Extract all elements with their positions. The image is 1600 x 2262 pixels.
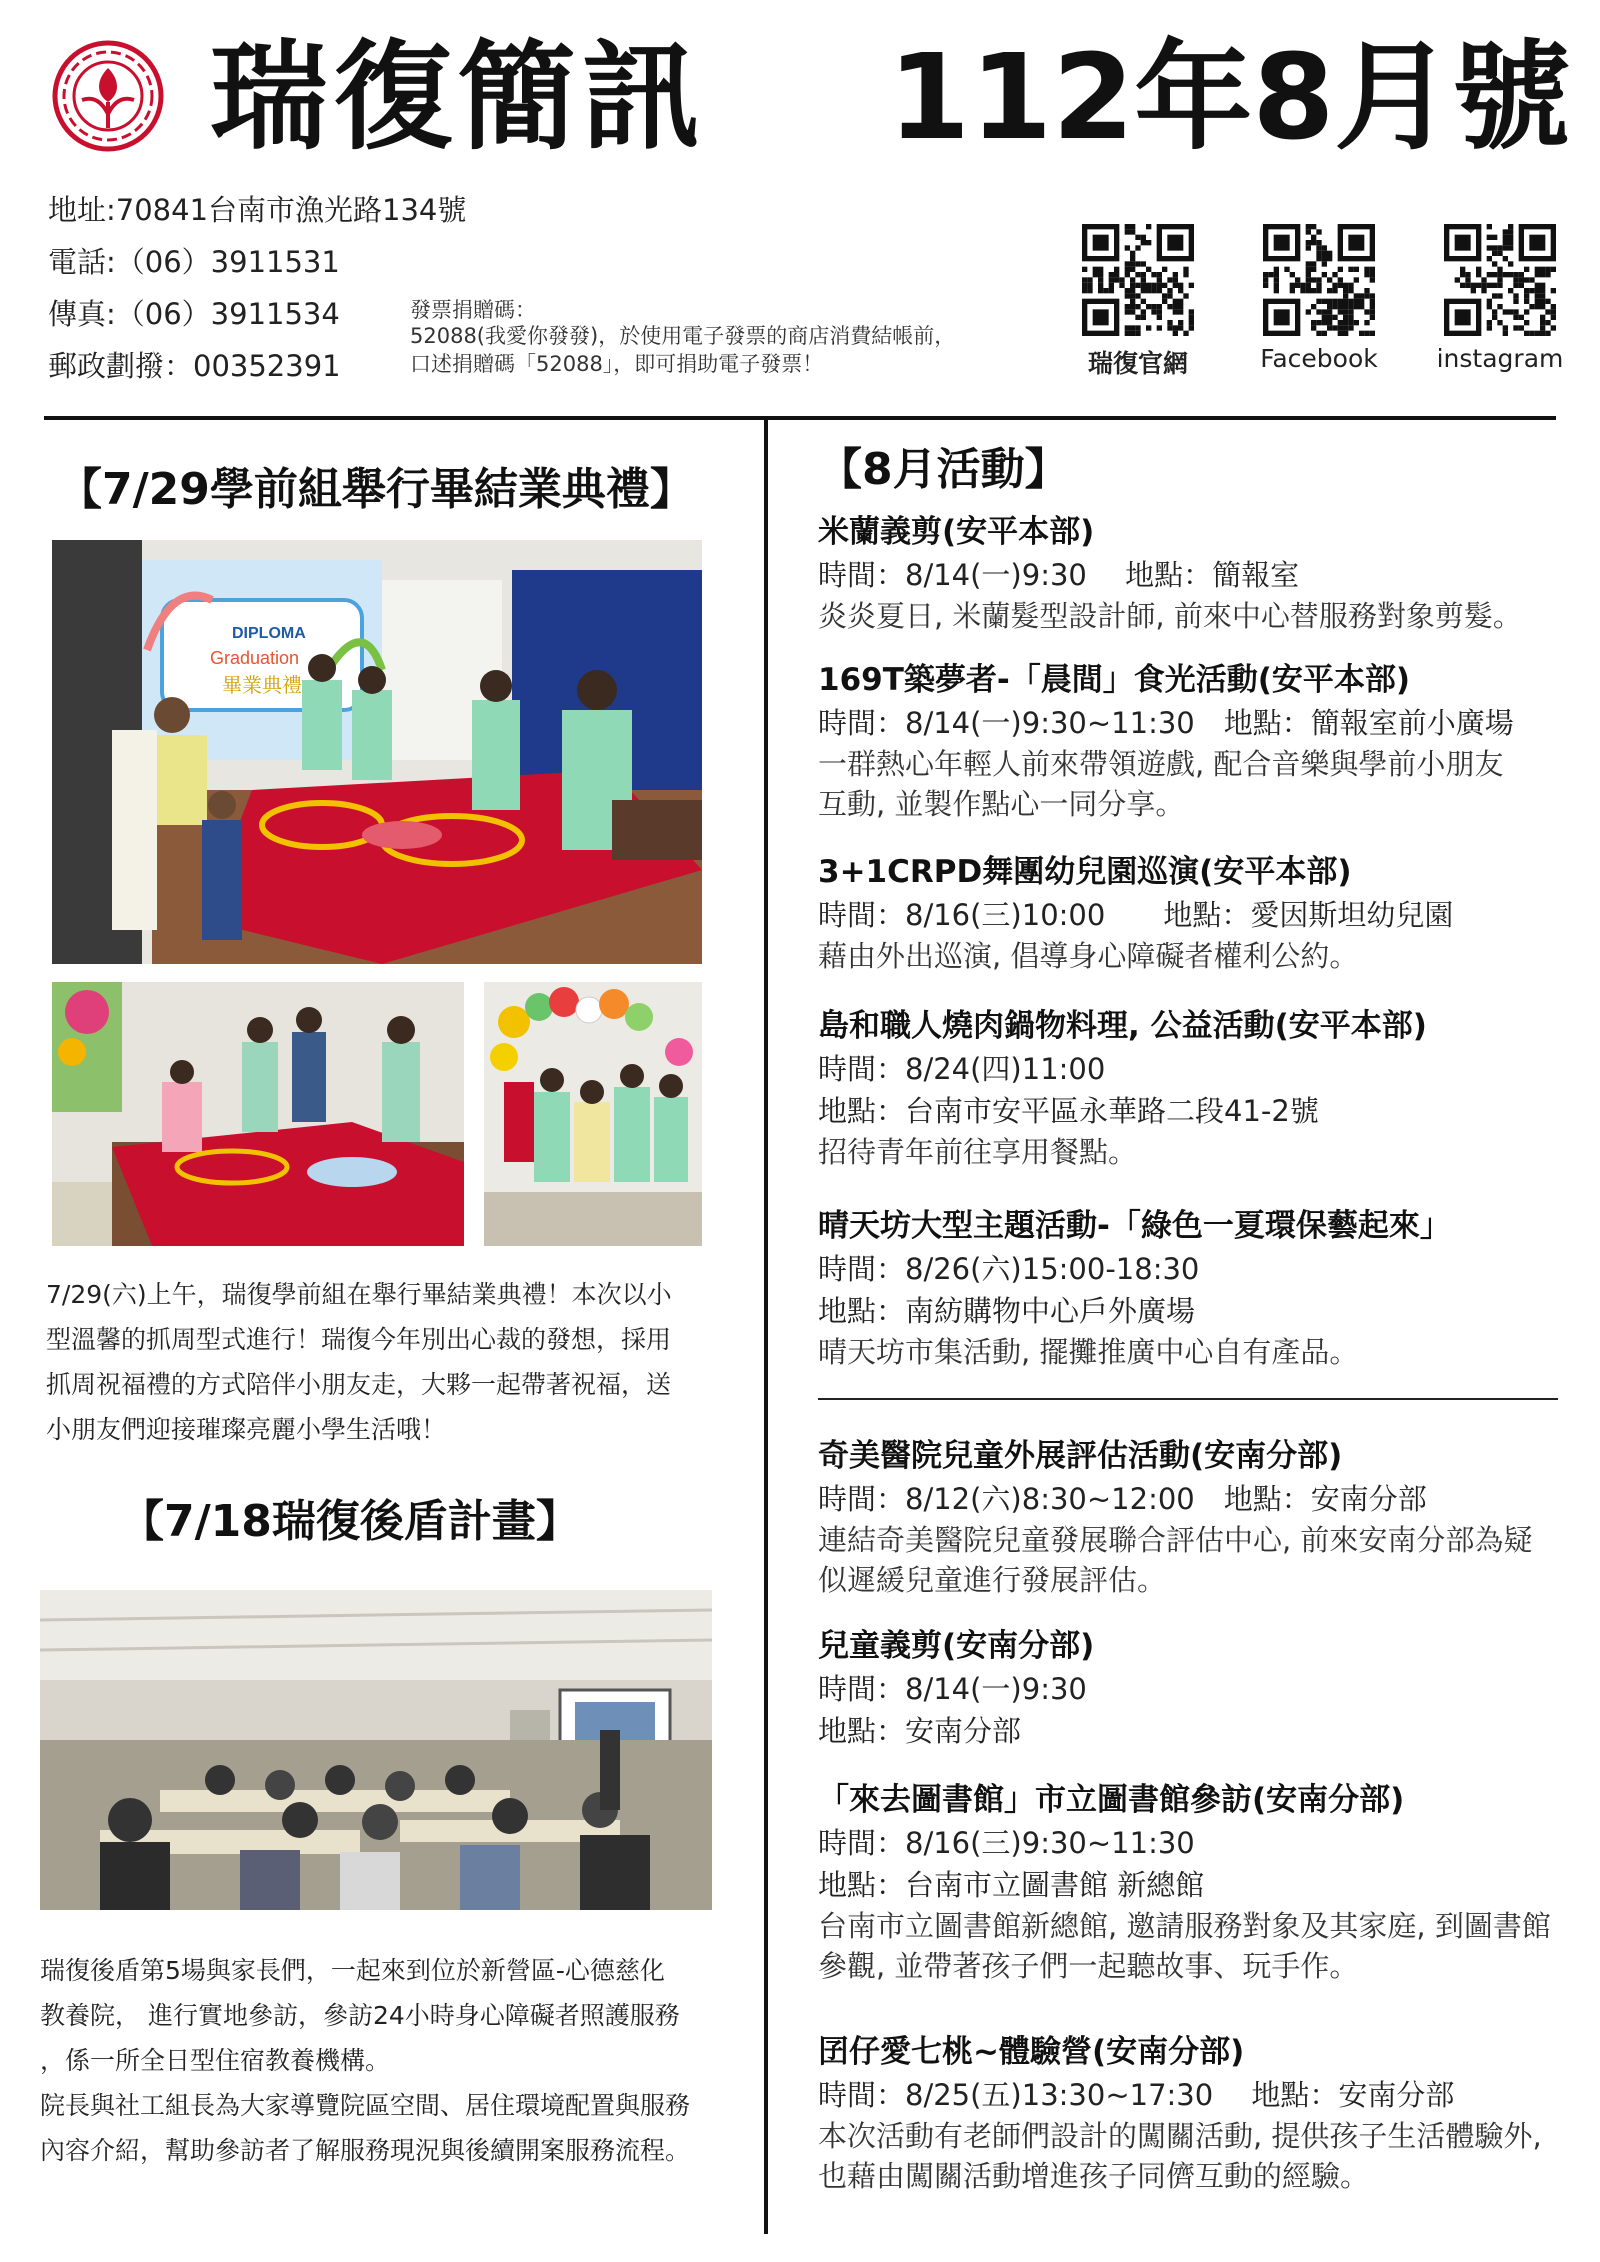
event-time-place: 時間：8/16(三)10:00 地點：愛因斯坦幼兒園 (818, 898, 1454, 932)
event-place: 地點：台南市立圖書館 新總館 (818, 1868, 1205, 1902)
column-divider (764, 420, 768, 2234)
invoice-donation-label: 發票捐贈碼： (410, 298, 536, 322)
event-description: 也藉由闖關活動增進孩子同儕互動的經驗。 (818, 2159, 1370, 2193)
paragraph-line: 教養院， 進行實地參訪，參訪24小時身心障礙者照護服務 (40, 2001, 680, 2030)
event-item (818, 1434, 1562, 1600)
qr-label-instagram: instagram (1436, 344, 1564, 373)
event-title: 米蘭義剪(安平本部) (818, 514, 1095, 550)
postal-account: 郵政劃撥：00352391 (48, 349, 341, 383)
event-description: 炎炎夏日, 米蘭髮型設計師, 前來中心替服務對象剪髮。 (818, 599, 1522, 633)
qr-code-instagram[interactable] (1444, 224, 1556, 336)
paragraph-line: 7/29(六)上午，瑞復學前組在舉行畢結業典禮！本次以小 (46, 1280, 672, 1309)
event-title: 169T築夢者-「晨間」食光活動(安平本部) (818, 662, 1411, 698)
paragraph-line: 瑞復後盾第5場與家長們，一起來到位於新營區-心德慈化 (40, 1956, 665, 1985)
header-divider (44, 416, 1556, 420)
invoice-donation-line: 52088(我愛你發發)，於使用電子發票的商店消費結帳前， (410, 324, 956, 348)
grab-ceremony-photo (52, 982, 464, 1246)
event-description: 台南市立圖書館新總館, 邀請服務對象及其家庭, 到圖書館 (818, 1909, 1551, 1943)
branch-divider (818, 1398, 1558, 1400)
event-description: 連結奇美醫院兒童發展聯合評估中心, 前來安南分部為疑 (818, 1523, 1533, 1557)
event-description: 藉由外出巡演, 倡導身心障礙者權利公約。 (818, 939, 1359, 973)
fax: 傳真:（06）3911534 (48, 297, 340, 331)
event-description: 互動, 並製作點心一同分享。 (818, 787, 1185, 821)
newsletter-title: 瑞復簡訊 (210, 28, 707, 166)
event-description: 晴天坊市集活動, 擺攤推廣中心自有產品。 (818, 1335, 1359, 1369)
event-time-place: 時間：8/25(五)13:30~17:30 地點：安南分部 (818, 2078, 1455, 2112)
event-description: 似遲緩兒童進行發展評估。 (818, 1563, 1167, 1597)
event-title: 島和職人燒肉鍋物料理, 公益活動(安平本部) (818, 1008, 1427, 1044)
qr-label-official-site: 瑞復官網 (1087, 349, 1188, 378)
event-time: 時間：8/24(四)11:00 (818, 1052, 1106, 1086)
invoice-donation-line: 口述捐贈碼「52088」，即可捐助電子發票！ (410, 352, 824, 376)
event-description: 一群熱心年輕人前來帶領遊戲, 配合音樂與學前小朋友 (818, 747, 1504, 781)
event-item (818, 658, 1562, 824)
event-title: 晴天坊大型主題活動-「綠色一夏環保藝起來」 (818, 1208, 1451, 1244)
event-description: 參觀, 並帶著孩子們一起聽故事、玩手作。 (818, 1949, 1359, 1983)
event-place: 地點：南紡購物中心戶外廣場 (818, 1294, 1196, 1328)
backing-plan-description (40, 1948, 760, 2173)
graduation-description (46, 1272, 736, 1452)
paragraph-line: 抓周祝福禮的方式陪伴小朋友走，大夥一起帶著祝福，送 (46, 1370, 672, 1399)
event-description: 本次活動有老師們設計的闖關活動, 提供孩子生活體驗外, (818, 2119, 1542, 2153)
event-time-place: 時間：8/14(一)9:30~11:30 地點：簡報室前小廣場 (818, 706, 1514, 740)
address: 地址:70841台南市漁光路134號 (48, 193, 467, 227)
event-item (818, 510, 1562, 636)
graduation-ceremony-photo (52, 540, 702, 964)
qr-code-official-site[interactable] (1082, 224, 1194, 336)
paragraph-line: 院長與社工組長為大家導覽院區空間、居住環境配置與服務 (40, 2091, 691, 2120)
event-item (818, 850, 1562, 976)
event-item (818, 1204, 1562, 1372)
banner-diploma: DIPLOMA (232, 625, 306, 642)
event-description: 招待青年前往享用餐點。 (818, 1135, 1138, 1169)
event-title: 「來去圖書館」市立圖書館參訪(安南分部) (818, 1782, 1405, 1818)
issue-label: 112年8月號 (888, 28, 1571, 166)
event-title: 囝仔愛七桃~體驗營(安南分部) (818, 2034, 1245, 2070)
qr-label-facebook: Facebook (1260, 344, 1378, 373)
event-time: 時間：8/16(三)9:30~11:30 (818, 1826, 1195, 1860)
event-title: 奇美醫院兒童外展評估活動(安南分部) (818, 1438, 1343, 1474)
banner-graduation: Graduation (210, 648, 300, 668)
paragraph-line: ，係一所全日型住宿教養機構。 (40, 2046, 391, 2075)
banner-ceremony: 畢業典禮 (222, 673, 302, 697)
institution-visit-photo (40, 1590, 712, 1910)
event-time-place: 時間：8/12(六)8:30~12:00 地點：安南分部 (818, 1482, 1427, 1516)
group-photo-balloons (484, 982, 702, 1246)
event-place: 地點：安南分部 (818, 1714, 1022, 1748)
section-title-backing-plan: 【7/18瑞復後盾計畫】 (120, 1496, 580, 1547)
qr-code-facebook[interactable] (1263, 224, 1375, 336)
section-title-graduation: 【7/29學前組舉行畢結業典禮】 (58, 464, 694, 515)
section-title-august-events: 【8月活動】 (818, 444, 1069, 495)
paragraph-line: 型溫馨的抓周型式進行！瑞復今年別出心裁的發想，採用 (46, 1325, 672, 1354)
event-item (818, 1624, 1562, 1752)
event-item (818, 1778, 1562, 1986)
organization-logo (52, 40, 164, 152)
event-time-place: 時間：8/14(一)9:30 地點：簡報室 (818, 558, 1300, 592)
event-title: 兒童義剪(安南分部) (818, 1628, 1095, 1664)
phone: 電話:（06）3911531 (48, 245, 340, 279)
paragraph-line: 小朋友們迎接璀璨亮麗小學生活哦！ (46, 1415, 447, 1444)
event-title: 3+1CRPD舞團幼兒園巡演(安平本部) (818, 854, 1352, 890)
event-item (818, 2030, 1562, 2196)
paragraph-line: 內容介紹，幫助參訪者了解服務現況與後續開案服務流程。 (40, 2136, 691, 2165)
event-item (818, 1004, 1562, 1172)
event-time: 時間：8/14(一)9:30 (818, 1672, 1087, 1706)
event-place: 地點：台南市安平區永華路二段41-2號 (818, 1094, 1319, 1128)
event-time: 時間：8/26(六)15:00-18:30 (818, 1252, 1200, 1286)
